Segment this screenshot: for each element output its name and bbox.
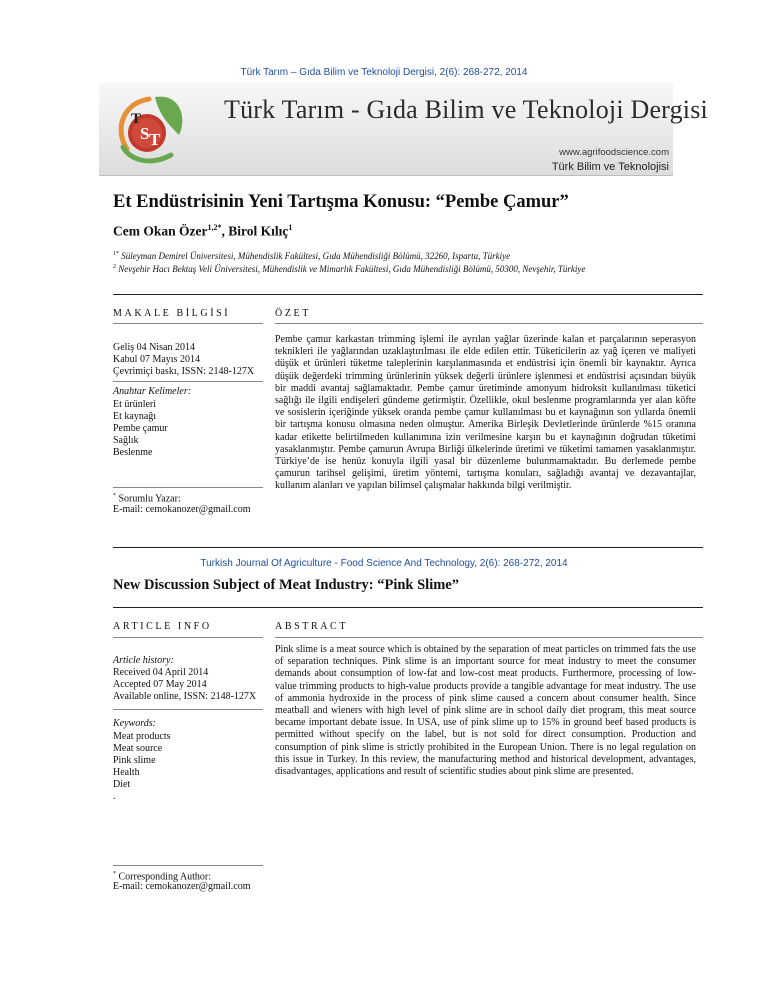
author-affiliation-sup: 1: [288, 223, 293, 232]
divider: [113, 709, 263, 710]
logo-letter-t1: T: [131, 111, 142, 127]
article-title-tr: Et Endüstrisinin Yeni Tartışma Konusu: “Pembe Çamur”: [113, 192, 569, 212]
author-separator: ,: [221, 223, 229, 239]
received-date: Received 04 April 2014: [113, 667, 209, 678]
keyword-item: Health: [113, 767, 140, 778]
author-email-en[interactable]: E-mail: cemokanozer@gmail.com: [113, 881, 251, 892]
author-list: [113, 223, 292, 240]
history-heading-en: Article history:: [113, 655, 174, 666]
author-name: Cem Okan Özer: [113, 223, 208, 239]
journal-publisher: Türk Bilim ve Teknolojisi: [551, 161, 669, 173]
keyword-item: Meat products: [113, 731, 171, 742]
abstract-heading-en: ABSTRACT: [275, 621, 349, 632]
keyword-item: Et ürünleri: [113, 399, 157, 410]
keyword-item: Pink slime: [113, 755, 156, 766]
corresponding-author-tr: * Sorumlu Yazar:: [113, 493, 181, 505]
divider: [113, 637, 263, 638]
journal-logo-icon: [109, 89, 189, 169]
divider: [113, 487, 263, 488]
keyword-list-en: [113, 731, 171, 803]
journal-banner: [99, 83, 708, 176]
divider: [113, 294, 703, 295]
keywords-heading-en: Keywords:: [113, 718, 156, 729]
affiliation-text: Nevşehir Hacı Bektaş Veli Üniversitesi, Mühendislik ve Mimarlık Fakültesi, Gıda Mühendisliği Bölümü, 50300, Nevşehir, Türkiye: [118, 264, 586, 274]
article-dates-tr: [113, 342, 254, 378]
keyword-item: Et kaynağı: [113, 411, 157, 422]
author-name: Birol Kılıç: [228, 223, 289, 239]
keyword-item: .: [113, 791, 116, 802]
divider: [275, 637, 703, 638]
divider: [113, 865, 263, 866]
affiliation-sup: 1*: [113, 251, 119, 257]
article-info-heading-en: ARTICLE INFO: [113, 621, 212, 632]
keyword-item: Meat source: [113, 743, 163, 754]
received-date: Geliş 04 Nisan 2014: [113, 342, 195, 353]
logo-letter-t2: T: [149, 130, 161, 149]
affiliation-2: [113, 264, 585, 274]
divider: [113, 381, 263, 382]
affiliation-text: Süleyman Demirel Üniversitesi, Mühendislik Fakültesi, Gıda Mühendisliği Bölümü, 32260, Isparta, Türkiye: [121, 251, 511, 261]
affiliation-sup: 2: [113, 264, 116, 270]
accepted-date: Accepted 07 May 2014: [113, 679, 207, 690]
journal-website-link[interactable]: www.agrifoodscience.com: [559, 147, 669, 158]
corresponding-author-en: * Corresponding Author:: [113, 871, 211, 883]
article-info-heading-tr: MAKALE BİLGİSİ: [113, 308, 231, 319]
online-issn: Çevrimiçi baskı, ISSN: 2148-127X: [113, 366, 255, 377]
divider: [275, 323, 703, 324]
keyword-item: Pembe çamur: [113, 423, 168, 434]
divider: [113, 323, 263, 324]
online-issn: Available online, ISSN: 2148-127X: [113, 691, 257, 702]
article-dates-en: [113, 667, 256, 703]
divider: [113, 547, 703, 548]
abstract-text-en: Pink slime is a meat source which is obtained by the separation of meat particles on trimmed fats the use of separation techniques. Pink slime is an important source for meat industry to meet the consumer demands about consumption of low-fat and low-cost meat products. Furthermore, processing of low-value trimming products to high-value products provide a tangible advantage for meat industry. The use of ammonia hydroxide in the process of pink slime caused a concern about consumer health. Since meatball and wieners with high level of pink slime are in school daily diet program, this meat source became important debate issue. In USA, use of pink slime up to 15% in ground beef based products is permitted without specify on the label, but is not sold for direct consumption. Production and consumption of pink slime is strictly prohibited in the European Union. There is no legal regulation on this issue in Turkey. In this review, the manufacturing method and historical development, advantages, disadvantages, applications and result of scientific studies about pink slime are presented.: [275, 644, 696, 778]
keyword-item: Beslenme: [113, 447, 153, 458]
corresponding-label: Corresponding Author:: [118, 871, 211, 883]
keyword-list-tr: [113, 399, 168, 459]
keyword-item: Diet: [113, 779, 131, 790]
author-affiliation-sup: 1,2*: [207, 223, 222, 232]
accepted-date: Kabul 07 Mayıs 2014: [113, 354, 200, 365]
logo-letter-s: S: [140, 124, 150, 143]
article-title-en: New Discussion Subject of Meat Industry: “Pink Slime”: [113, 577, 459, 593]
keyword-item: Sağlık: [113, 435, 139, 446]
keywords-heading-tr: Anahtar Kelimeler:: [113, 386, 192, 397]
abstract-heading-tr: ÖZET: [275, 308, 311, 319]
journal-citation-en: Turkish Journal Of Agriculture - Food Science And Technology, 2(6): 268-272, 2014: [200, 558, 568, 569]
author-email-tr[interactable]: E-mail: cemokanozer@gmail.com: [113, 504, 251, 515]
corresponding-label: Sorumlu Yazar:: [118, 493, 181, 505]
abstract-text-tr: Pembe çamur karkastan trimming işlemi ile ayrılan yağlar üzerinde kalan et parçalarının seperasyon teknikleri ile yağlarından uzaklaştırılması ile elde edilen ettir. Tüketicilerin az yağ içeren ve maliyeti düşük et ürünleri tüketme taleplerinin karşılanmasında et endüstrisi için önemli bir kaynaktır. Ayrıca düşük değerdeki trimming ürünlerinin yüksek değerli ürünlere işlenmesi et endüstrisi açısından büyük bir maddi avantaj sağlamaktadır. Pembe çamur üretiminde amonyum hidroksit kullanılması tüketici sağlığı ile ilgili endişeleri gündeme getirmiştir. Özellikle, okul beslenme programlarında yer alan köfte ve sosislerin içeriğinde yüksek oranda pembe çamur kullanılması bu et kaynağının son yıllarda önemli bir tartışma konusu olmasına neden olmuştur. Amerika Birleşik Devletlerinde ürünlerde %15 oranına kadar etikette belirtilmeden kullanımına izin verilmesine karşın bu et kaynağının doğrudan tüketimi yasaklanmıştır. Pembe çamurun Avrupa Birliği ülkelerinde üretimi ve tüketimi tamamen yasaklanmıştır. Türkiye’de ise henüz konuyla ilgili yasal bir düzenleme bulunmamaktadır. Bu derlemede pembe çamurun tarihsel gelişimi, üretim yöntemi, tartışma konuları, sağladığı avantaj ve dezavantajlar, kullanım alanları ve yapılan bilimsel çalışmalar hakkında bilgi verilmiştir.: [275, 334, 696, 492]
journal-title: Türk Tarım - Gıda Bilim ve Teknoloji Dergisi: [224, 95, 708, 124]
affiliation-1: [113, 251, 510, 261]
journal-citation-tr: Türk Tarım – Gıda Bilim ve Teknoloji Dergisi, 2(6): 268-272, 2014: [240, 67, 528, 78]
divider: [113, 607, 703, 608]
